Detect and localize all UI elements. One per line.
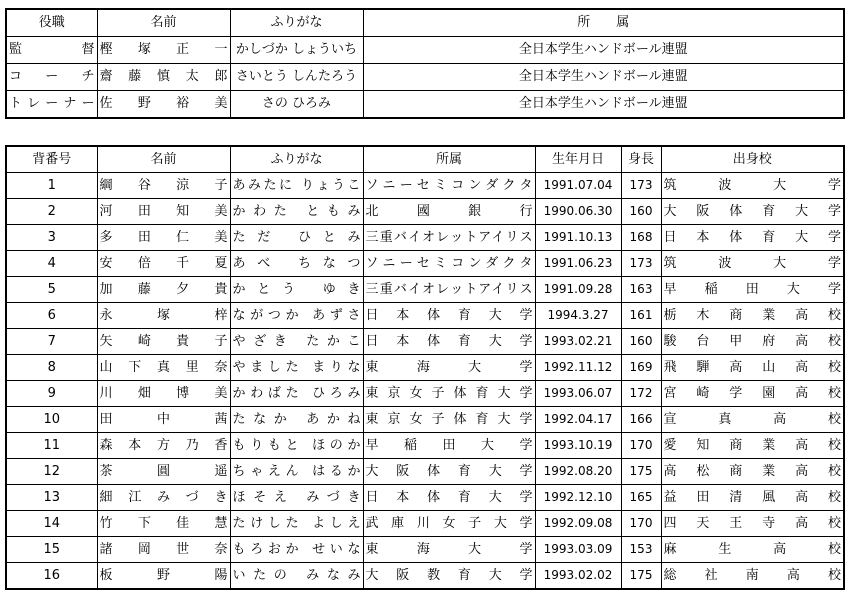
- player-number: 14: [6, 511, 97, 537]
- player-org: 北國銀行: [363, 199, 535, 225]
- player-org: 武庫川女子大学: [363, 511, 535, 537]
- player-kana: もろおか せいな: [230, 537, 363, 563]
- player-number: 3: [6, 225, 97, 251]
- player-number: 4: [6, 251, 97, 277]
- player-birthdate: 1994.3.27: [535, 303, 621, 329]
- player-school: 宣真高校: [661, 407, 844, 433]
- staff-row: [6, 91, 844, 119]
- staff-role: コーチ: [6, 64, 97, 91]
- header-number: 背番号: [6, 146, 97, 173]
- player-school: 大阪体育大学: [661, 199, 844, 225]
- player-row: [6, 225, 844, 251]
- player-name: 綱谷涼子: [97, 173, 230, 199]
- player-org: ソニーセミコンダクタ: [363, 251, 535, 277]
- player-birthdate: 1992.09.08: [535, 511, 621, 537]
- player-birthdate: 1992.08.20: [535, 459, 621, 485]
- player-school: 四天王寺高校: [661, 511, 844, 537]
- player-birthdate: 1991.09.28: [535, 277, 621, 303]
- header-name: 名前: [97, 146, 230, 173]
- header-kana: ふりがな: [230, 146, 363, 173]
- player-org: 東京女子体育大学: [363, 407, 535, 433]
- player-name: 板野陽: [97, 563, 230, 590]
- staff-role: トレーナー: [6, 91, 97, 119]
- staff-row: [6, 37, 844, 64]
- player-height: 153: [621, 537, 661, 563]
- player-row: [6, 433, 844, 459]
- player-height: 170: [621, 433, 661, 459]
- player-height: 165: [621, 485, 661, 511]
- player-birthdate: 1993.03.09: [535, 537, 621, 563]
- players-table: [5, 145, 845, 590]
- player-row: [6, 485, 844, 511]
- staff-name: 佐野裕美: [97, 91, 230, 119]
- player-row: [6, 251, 844, 277]
- player-school: 筑波大学: [661, 251, 844, 277]
- player-height: 170: [621, 511, 661, 537]
- staff-org: 全日本学生ハンドボール連盟: [363, 91, 844, 119]
- staff-role: 監督: [6, 37, 97, 64]
- header-role: 役職: [6, 9, 97, 37]
- player-name: 細江みづき: [97, 485, 230, 511]
- player-name: 茶圓遥: [97, 459, 230, 485]
- player-row: [6, 511, 844, 537]
- player-row: [6, 537, 844, 563]
- player-number: 1: [6, 173, 97, 199]
- player-height: 173: [621, 173, 661, 199]
- player-org: 三重バイオレットアイリス: [363, 225, 535, 251]
- player-name: 安倍千夏: [97, 251, 230, 277]
- player-number: 8: [6, 355, 97, 381]
- player-kana: やました まりな: [230, 355, 363, 381]
- player-name: 加藤夕貴: [97, 277, 230, 303]
- player-height: 163: [621, 277, 661, 303]
- player-name: 河田知美: [97, 199, 230, 225]
- player-name: 川畑博美: [97, 381, 230, 407]
- staff-org: 全日本学生ハンドボール連盟: [363, 64, 844, 91]
- player-kana: かわた ともみ: [230, 199, 363, 225]
- player-name: 諸岡世奈: [97, 537, 230, 563]
- staff-kana: さの ひろみ: [230, 91, 363, 119]
- player-org: 大阪教育大学: [363, 563, 535, 590]
- player-birthdate: 1993.06.07: [535, 381, 621, 407]
- player-row: [6, 277, 844, 303]
- header-kana: ふりがな: [230, 9, 363, 37]
- player-name: 矢崎貴子: [97, 329, 230, 355]
- header-org: 所 属: [363, 9, 844, 37]
- player-org: 早稲田大学: [363, 433, 535, 459]
- player-kana: やざき たかこ: [230, 329, 363, 355]
- header-org: 所属: [363, 146, 535, 173]
- staff-header-row: [6, 9, 844, 37]
- player-kana: あみたに りょうこ: [230, 173, 363, 199]
- player-school: 総社南高校: [661, 563, 844, 590]
- player-number: 2: [6, 199, 97, 225]
- player-birthdate: 1992.12.10: [535, 485, 621, 511]
- player-number: 11: [6, 433, 97, 459]
- player-name: 山下真里奈: [97, 355, 230, 381]
- player-birthdate: 1993.02.02: [535, 563, 621, 590]
- player-name: 竹下佳慧: [97, 511, 230, 537]
- player-birthdate: 1991.07.04: [535, 173, 621, 199]
- player-birthdate: 1992.11.12: [535, 355, 621, 381]
- player-row: [6, 459, 844, 485]
- player-row: [6, 563, 844, 590]
- player-number: 16: [6, 563, 97, 590]
- player-height: 160: [621, 199, 661, 225]
- player-kana: たなか あかね: [230, 407, 363, 433]
- player-height: 172: [621, 381, 661, 407]
- player-row: [6, 303, 844, 329]
- player-birthdate: 1990.06.30: [535, 199, 621, 225]
- player-org: 日本体育大学: [363, 329, 535, 355]
- player-org: 日本体育大学: [363, 485, 535, 511]
- player-kana: ほそえ みづき: [230, 485, 363, 511]
- player-name: 森本方乃香: [97, 433, 230, 459]
- staff-kana: さいとう しんたろう: [230, 64, 363, 91]
- header-birthdate: 生年月日: [535, 146, 621, 173]
- player-school: 駿台甲府高校: [661, 329, 844, 355]
- player-number: 9: [6, 381, 97, 407]
- player-number: 13: [6, 485, 97, 511]
- player-kana: たけした よしえ: [230, 511, 363, 537]
- player-org: 大阪体育大学: [363, 459, 535, 485]
- player-number: 15: [6, 537, 97, 563]
- header-height: 身長: [621, 146, 661, 173]
- player-height: 175: [621, 459, 661, 485]
- player-number: 5: [6, 277, 97, 303]
- player-school: 早稲田大学: [661, 277, 844, 303]
- player-row: [6, 381, 844, 407]
- player-kana: いたの みなみ: [230, 563, 363, 590]
- player-row: [6, 407, 844, 433]
- player-height: 168: [621, 225, 661, 251]
- staff-table: [5, 8, 845, 119]
- player-kana: ただ ひとみ: [230, 225, 363, 251]
- player-number: 6: [6, 303, 97, 329]
- staff-name: 齋藤慎太郎: [97, 64, 230, 91]
- header-name: 名前: [97, 9, 230, 37]
- staff-org: 全日本学生ハンドボール連盟: [363, 37, 844, 64]
- player-number: 7: [6, 329, 97, 355]
- player-org: 東京女子体育大学: [363, 381, 535, 407]
- player-kana: もりもと ほのか: [230, 433, 363, 459]
- player-birthdate: 1991.10.13: [535, 225, 621, 251]
- player-kana: ながつか あずさ: [230, 303, 363, 329]
- player-height: 169: [621, 355, 661, 381]
- player-kana: かわばた ひろみ: [230, 381, 363, 407]
- player-name: 多田仁美: [97, 225, 230, 251]
- player-kana: かとう ゆき: [230, 277, 363, 303]
- player-number: 10: [6, 407, 97, 433]
- player-school: 愛知商業高校: [661, 433, 844, 459]
- player-org: 日本体育大学: [363, 303, 535, 329]
- header-school: 出身校: [661, 146, 844, 173]
- player-row: [6, 329, 844, 355]
- player-birthdate: 1993.02.21: [535, 329, 621, 355]
- player-height: 166: [621, 407, 661, 433]
- player-number: 12: [6, 459, 97, 485]
- player-org: 東海大学: [363, 537, 535, 563]
- staff-kana: かしづか しょういち: [230, 37, 363, 64]
- players-header-row: [6, 146, 844, 173]
- player-row: [6, 199, 844, 225]
- player-school: 栃木商業高校: [661, 303, 844, 329]
- player-org: 三重バイオレットアイリス: [363, 277, 535, 303]
- player-school: 日本体育大学: [661, 225, 844, 251]
- player-org: ソニーセミコンダクタ: [363, 173, 535, 199]
- staff-name: 樫塚正一: [97, 37, 230, 64]
- player-kana: ちゃえん はるか: [230, 459, 363, 485]
- player-name: 永塚梓: [97, 303, 230, 329]
- player-row: [6, 355, 844, 381]
- staff-row: [6, 64, 844, 91]
- player-height: 173: [621, 251, 661, 277]
- player-birthdate: 1993.10.19: [535, 433, 621, 459]
- player-school: 宮崎学園高校: [661, 381, 844, 407]
- player-name: 田中茜: [97, 407, 230, 433]
- player-school: 飛騨高山高校: [661, 355, 844, 381]
- player-school: 高松商業高校: [661, 459, 844, 485]
- player-school: 筑波大学: [661, 173, 844, 199]
- player-org: 東海大学: [363, 355, 535, 381]
- player-birthdate: 1991.06.23: [535, 251, 621, 277]
- player-row: [6, 173, 844, 199]
- player-height: 161: [621, 303, 661, 329]
- player-school: 麻生高校: [661, 537, 844, 563]
- player-school: 益田清風高校: [661, 485, 844, 511]
- player-height: 175: [621, 563, 661, 590]
- player-height: 160: [621, 329, 661, 355]
- player-kana: あべ ちなつ: [230, 251, 363, 277]
- player-birthdate: 1992.04.17: [535, 407, 621, 433]
